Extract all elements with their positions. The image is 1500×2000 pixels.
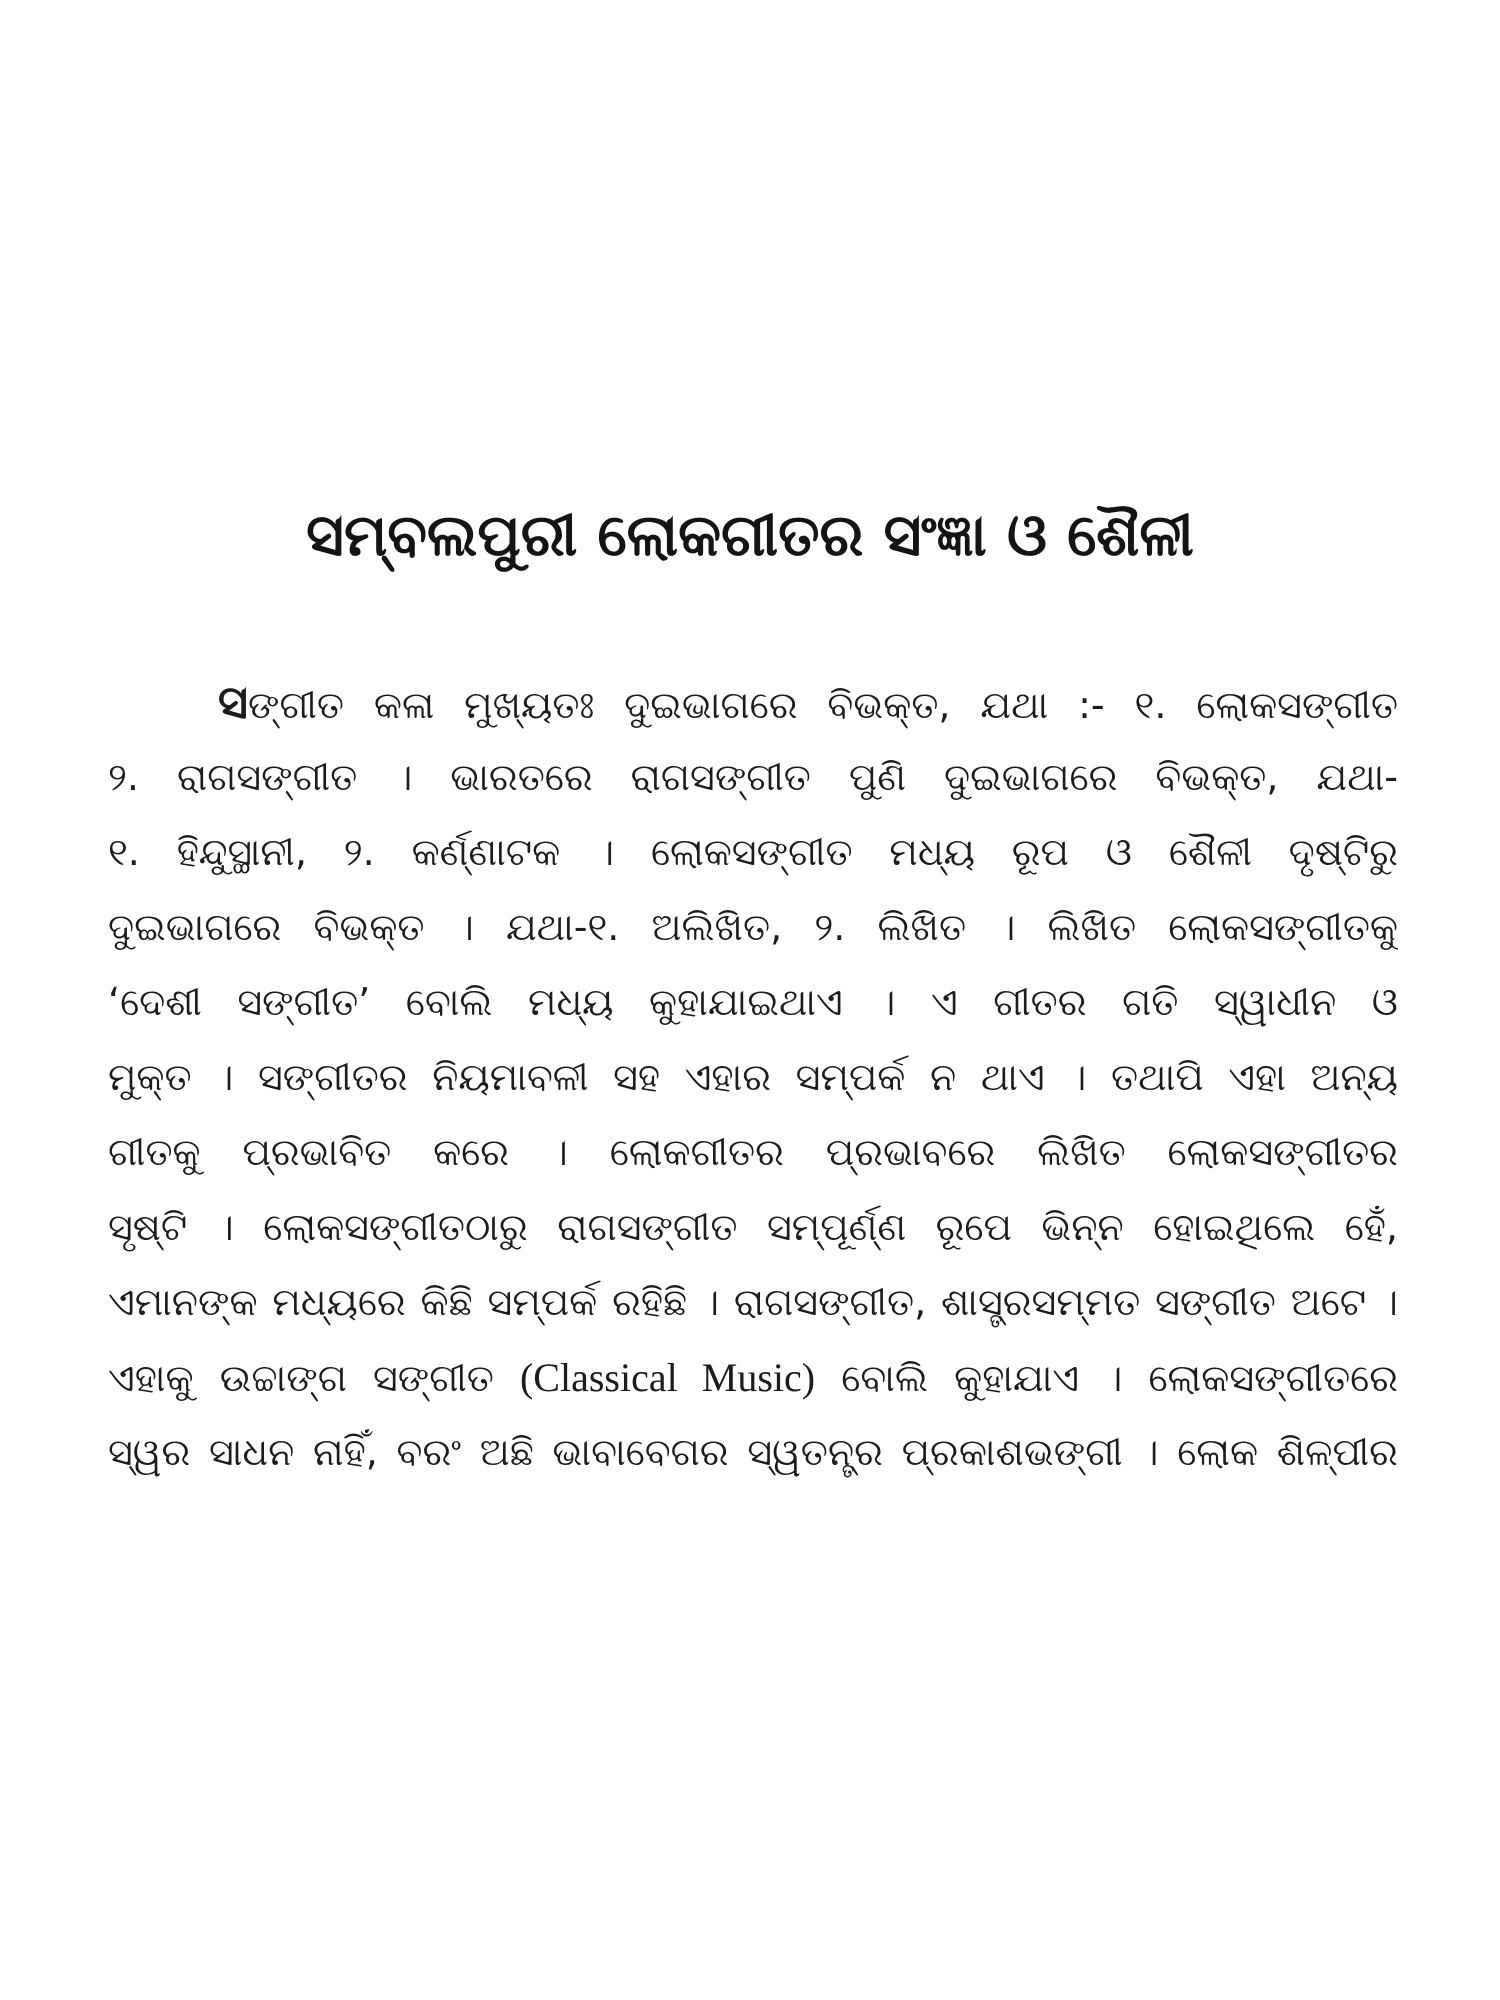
paragraph-line: ମୁକ୍ତ । ସଙ୍ଗୀତର ନିୟମାବଳୀ ସହ ଏହାର ସମ୍ପର୍କ ନ ଥାଏ । ତଥାପି ଏହା ଅନ୍ୟ [108, 1055, 1398, 1099]
paragraph-line: ୧. ହିନ୍ଦୁସ୍ଥାନୀ, ୨. କର୍ଣ୍ଣାଟକ । ଲୋକସଙ୍ଗୀତ ମଧ୍ୟ ରୂପ ଓ ଶୈଳୀ ଦୃଷ୍ଟିରୁ [108, 830, 1398, 874]
paragraph-line: ସ୍ୱର ସାଧନ ନାହିଁ, ବରଂ ଅଛି ଭାବାବେଗର ସ୍ୱତନ୍ତ୍ର ପ୍ରକାଶଭଙ୍ଗୀ । ଲୋକ ଶିଳ୍ପୀର [108, 1430, 1398, 1474]
paragraph-line: ଏହାକୁ ଉଚ୍ଚାଙ୍ଗ ସଙ୍ଗୀତ (Classical Music) ବୋଲି କୁହାଯାଏ । ଲୋକସଙ୍ଗୀତରେ [108, 1355, 1398, 1400]
page-title: ସମ୍ବଲପୁରୀ ଲୋକଗୀତର ସଂଜ୍ଞା ଓ ଶୈଳୀ [306, 501, 1194, 569]
paragraph-line: ୨. ରାଗସଙ୍ଗୀତ । ଭାରତରେ ରାଗସଙ୍ଗୀତ ପୁଣି ଦୁଇଭାଗରେ ବିଭକ୍ତ, ଯଥା- [108, 755, 1398, 799]
paragraph-line [108, 665, 1398, 740]
paragraph-line: ଗୀତକୁ ପ୍ରଭାବିତ କରେ । ଲୋକଗୀତର ପ୍ରଭାବରେ ଲିଖିତ ଲୋକସଙ୍ଗୀତର [108, 1130, 1398, 1174]
paragraph-line-text: ଙ୍ଗୀତ କଳା ମୁଖ୍ୟତଃ ଦୁଇଭାଗରେ ବିଭକ୍ତ, ଯଥା :- ୧. ଲୋକସଙ୍ଗୀତ [248, 683, 1398, 727]
body-paragraph [108, 665, 1398, 1490]
paragraph-line: ସୃଷ୍ଟି । ଲୋକସଙ୍ଗୀତଠାରୁ ରାଗସଙ୍ଗୀତ ସମ୍ପୂର୍ଣ୍ଣ ରୂପେ ଭିନ୍ନ ହୋଇଥିଲେ ହେଁ, [108, 1205, 1398, 1249]
paragraph-line: ‘ଦେଶୀ ସଙ୍ଗୀତ’ ବୋଲି ମଧ୍ୟ କୁହାଯାଇଥାଏ । ଏ ଗୀତର ଗତି ସ୍ୱାଧୀନ ଓ [108, 980, 1398, 1024]
dropcap-letter: ସ [218, 675, 248, 729]
latin-phrase: (Classical Music) [519, 1355, 816, 1400]
paragraph-line: ଏମାନଙ୍କ ମଧ୍ୟରେ କିଛି ସମ୍ପର୍କ ରହିଛି । ରାଗସଙ୍ଗୀତ, ଶାସ୍ତ୍ରସମ୍ମତ ସଙ୍ଗୀତ ଅଟେ । [108, 1280, 1398, 1324]
paragraph-line: ଦୁଇଭାଗରେ ବିଭକ୍ତ । ଯଥା-୧. ଅଲିଖିତ, ୨. ଲିଖିତ । ଲିଖିତ ଲୋକସଙ୍ଗୀତକୁ [108, 905, 1398, 949]
